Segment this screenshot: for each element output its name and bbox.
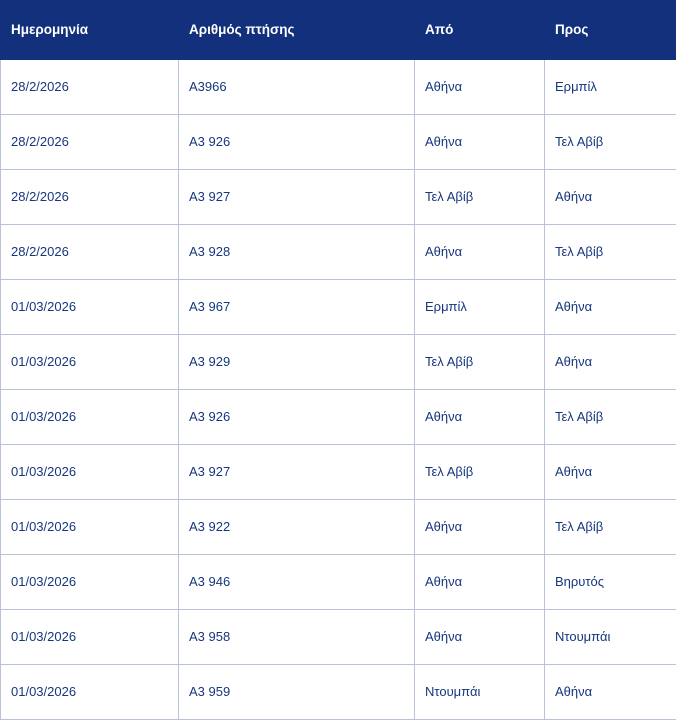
cell-date: 28/2/2026 xyxy=(1,170,179,225)
table-row xyxy=(1,60,676,115)
column-header-date: Ημερομηνία xyxy=(1,1,179,60)
cell-to: Ερμπίλ xyxy=(545,60,676,115)
cell-to: Ντουμπάι xyxy=(545,610,676,665)
table-row xyxy=(1,170,676,225)
table-body xyxy=(1,60,676,720)
cell-date: 01/03/2026 xyxy=(1,555,179,610)
cell-to: Αθήνα xyxy=(545,335,676,390)
cell-date: 28/2/2026 xyxy=(1,60,179,115)
cell-to: Αθήνα xyxy=(545,170,676,225)
table-row xyxy=(1,445,676,500)
cell-date: 01/03/2026 xyxy=(1,390,179,445)
cell-from: Τελ Αβίβ xyxy=(415,445,545,500)
cell-date: 28/2/2026 xyxy=(1,225,179,280)
table-row xyxy=(1,280,676,335)
cell-to: Αθήνα xyxy=(545,665,676,720)
cell-date: 01/03/2026 xyxy=(1,335,179,390)
cell-from: Ντουμπάι xyxy=(415,665,545,720)
cell-from: Αθήνα xyxy=(415,390,545,445)
cell-flight-number: A3 929 xyxy=(179,335,415,390)
cell-to: Αθήνα xyxy=(545,445,676,500)
cell-date: 28/2/2026 xyxy=(1,115,179,170)
table-row xyxy=(1,390,676,445)
column-header-from: Από xyxy=(415,1,545,60)
table-row xyxy=(1,500,676,555)
cell-to: Τελ Αβίβ xyxy=(545,115,676,170)
cell-flight-number: A3 967 xyxy=(179,280,415,335)
cell-to: Βηρυτός xyxy=(545,555,676,610)
cell-date: 01/03/2026 xyxy=(1,610,179,665)
cell-date: 01/03/2026 xyxy=(1,445,179,500)
cell-from: Αθήνα xyxy=(415,225,545,280)
cell-flight-number: A3 959 xyxy=(179,665,415,720)
table-row xyxy=(1,225,676,280)
cell-flight-number: A3966 xyxy=(179,60,415,115)
cell-from: Τελ Αβίβ xyxy=(415,170,545,225)
table-header xyxy=(1,1,676,60)
cell-from: Αθήνα xyxy=(415,60,545,115)
table-header-row xyxy=(1,1,676,60)
cell-flight-number: A3 922 xyxy=(179,500,415,555)
cell-flight-number: A3 927 xyxy=(179,170,415,225)
cell-from: Τελ Αβίβ xyxy=(415,335,545,390)
column-header-flight-number: Αριθμός πτήσης xyxy=(179,1,415,60)
cell-flight-number: A3 926 xyxy=(179,390,415,445)
cell-from: Αθήνα xyxy=(415,610,545,665)
cell-from: Ερμπίλ xyxy=(415,280,545,335)
cell-flight-number: A3 958 xyxy=(179,610,415,665)
table-row xyxy=(1,610,676,665)
table-row xyxy=(1,665,676,720)
cell-flight-number: A3 928 xyxy=(179,225,415,280)
cell-date: 01/03/2026 xyxy=(1,500,179,555)
table-row xyxy=(1,335,676,390)
table-row xyxy=(1,555,676,610)
cell-flight-number: A3 946 xyxy=(179,555,415,610)
cell-from: Αθήνα xyxy=(415,500,545,555)
cell-from: Αθήνα xyxy=(415,115,545,170)
cell-from: Αθήνα xyxy=(415,555,545,610)
cell-to: Αθήνα xyxy=(545,280,676,335)
cell-date: 01/03/2026 xyxy=(1,280,179,335)
cell-flight-number: A3 927 xyxy=(179,445,415,500)
cell-date: 01/03/2026 xyxy=(1,665,179,720)
cell-to: Τελ Αβίβ xyxy=(545,500,676,555)
cell-to: Τελ Αβίβ xyxy=(545,225,676,280)
table-row xyxy=(1,115,676,170)
column-header-to: Προς xyxy=(545,1,676,60)
cell-flight-number: A3 926 xyxy=(179,115,415,170)
cell-to: Τελ Αβίβ xyxy=(545,390,676,445)
